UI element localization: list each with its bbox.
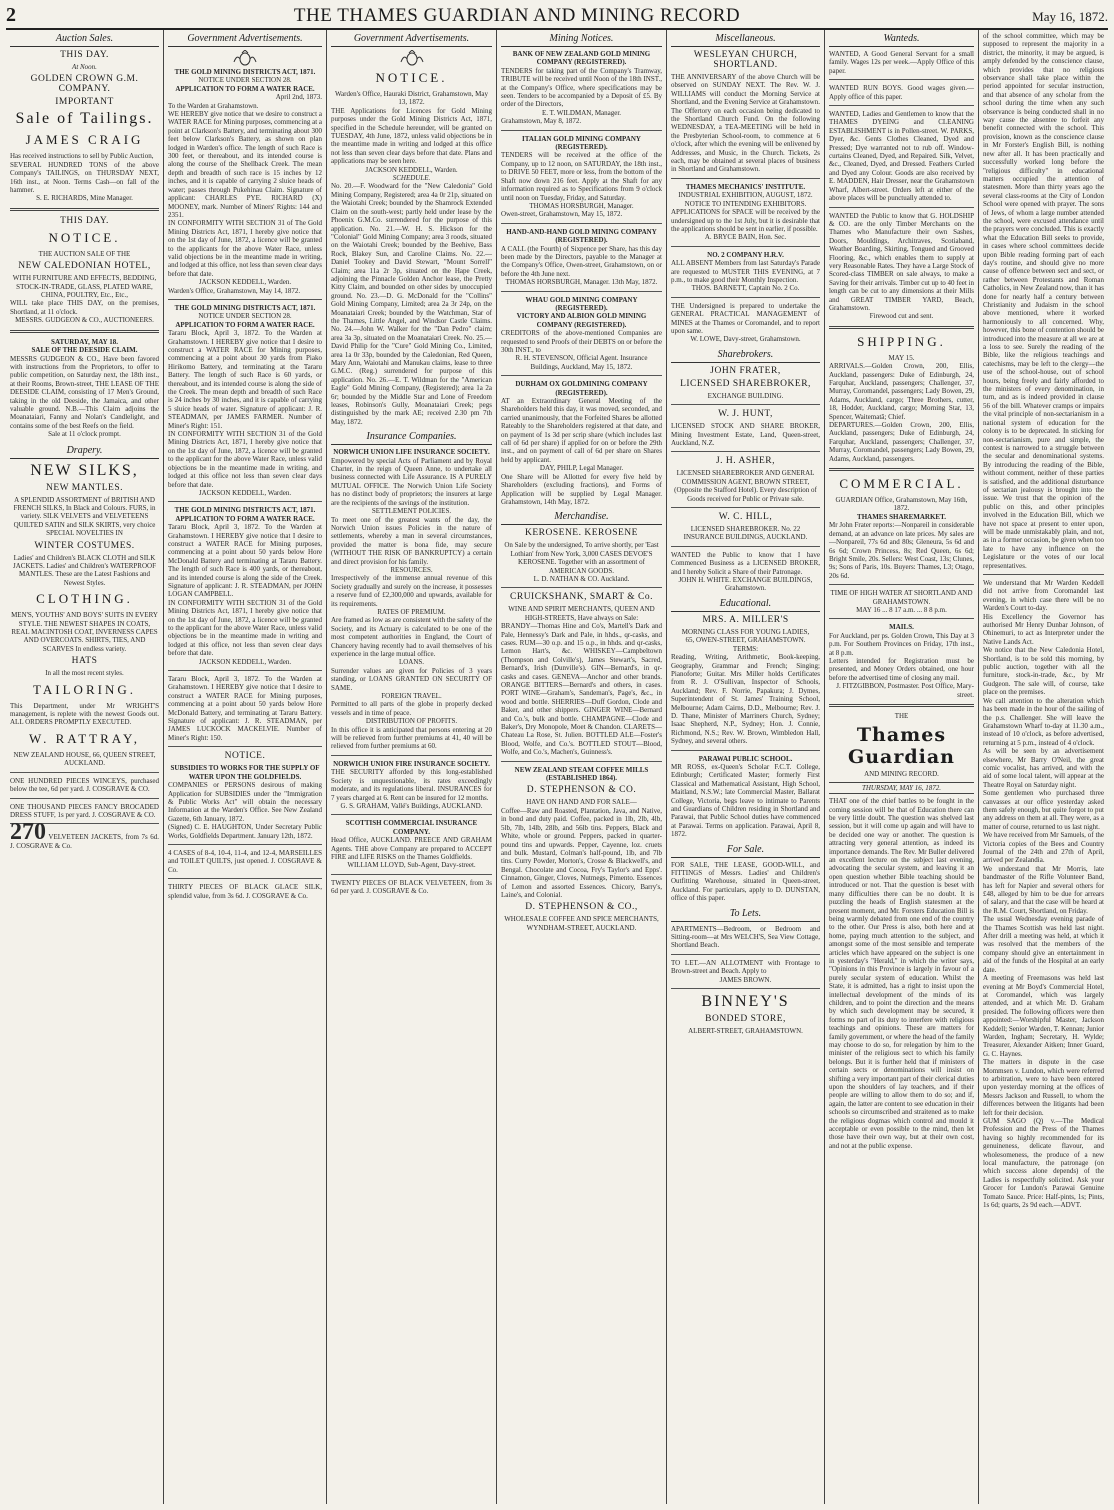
wanted-servant: WANTED, A Good General Servant for a small family. Wages 12s per week.—Apply Office of this paper. — [829, 50, 974, 75]
cruickshank-sub: WINE AND SPIRIT MERCHANTS, QUEEN AND HIGH-STREETS, Have always on Sale: — [508, 605, 655, 622]
deeside-body: MESSRS GUDGEON & CO., Have been favored with instructions from the Proprietors, to offer to public competition, on Saturday next, the 18th inst., at their Rooms, Brown-street, THE LEASE OF THE DEESIDE CLAIM, consisting of 17 Men's Ground, taking in the old Deeside, the Jamaica, and other valuable ground. N.B.—This Claim adjoins the Moanataiari, Fanny and Nolan's Candlelight, and contains some of the best Reefs on the field. — [10, 354, 159, 430]
horsburgh-signature-2: THOMAS HORSBURGH, Manager. 13th May, 1872. — [505, 278, 658, 287]
issue-date: May 16, 1872. — [1032, 9, 1108, 24]
important-heading: IMPORTANT — [55, 97, 114, 108]
chill-name: W. C. HILL, — [718, 512, 773, 523]
norwich-life-heading: NORWICH UNION LIFE INSURANCE SOCIETY. — [333, 448, 490, 457]
wildman-signature: E. T. WILDMAN, Manager. — [541, 108, 622, 117]
stevenson-signature: R. H. STEVENSON, Official Agent. Insurance Buildings, Auckland, May 15, 1872. — [515, 354, 648, 371]
wanted-holdship: WANTED the Public to know that G. HOLDSHIP & CO. are the only Timber Merchants on the Thames who Manufacture their own Sashes, Doors, Mouldings, Architraves, Scotiaband, Weather Boarding, Skirting, Tongued and Grooved Flooring, &c., which enables them to supply at very Reasonable Rates. They have a Large Stock of Scored-class TIMBER on sale always, to make a Saving for their arrivals. Timber cut up to 40 feet in length can be cut to any dimensions at their Mills and GREAT TIMBER YARD, Beach, Grahamstown. — [829, 211, 974, 312]
departures: DEPARTURES.—Golden Crown, 200, Ellis, Auckland, passengers; Duke of Edinburgh, 24, Farquhar, Auckland, passengers; Challenger, 37, Murray, Coromandel, passengers; Lady Bowen, 29, Adams, Auckland, passengers. — [829, 421, 974, 463]
durham-heading: DURHAM OX GOLDMINING COMPANY (REGISTERED). — [515, 380, 648, 397]
silks-body: A SPLENDID ASSORTMENT of BRITISH AND FRENCH SILKS, In Black and Colours. FURS, in variety. SILK VELVETS and VELVETEENS QUILTED SATIN and SILK SKIRTS, very choice — [13, 495, 156, 529]
royal-crest-icon — [398, 50, 426, 66]
local-news-11: The matters in dispute in the case Mommsen v. Lundon, which were referred to arbitration, were to have been entered upon yesterday morning at the offices of Messrs Jackson and Russell, to whom the differences between the litigants had been left for their decision. — [983, 1058, 1104, 1117]
wesleyan-heading: WESLEYAN CHURCH, SHORTLAND. — [693, 50, 798, 70]
haughton-signature: (Signed) C. E. HAUGHTON, Under Secretary Public Works, Goldfields Department. January 12th, 1872. — [168, 823, 322, 840]
section-insurance: Insurance Companies. — [331, 430, 492, 445]
foreign-body: Permitted to all parts of the globe in properly decked vessels and in time of peace. — [331, 700, 492, 717]
section-gov-ads-1: Government Advertisements. — [168, 32, 322, 47]
mechanics-heading: THAMES MECHANICS' INSTITUTE. — [685, 182, 806, 191]
have-on-hand: HAVE ON HAND AND FOR SALE— — [526, 798, 637, 807]
for-sale-body: FOR SALE, THE LEASE, GOOD-WILL, and FITTINGS of Messrs. Ladies' and Children's Outfitting Warehouse, situated in Queen-street, Auckland. For particulars, apply to D. DUNSTAN, office of this paper. — [671, 860, 820, 903]
mails-body: For Auckland, per ps. Golden Crown, This Day at 3 p.m. For Southern Provinces on Friday, 17th inst., at 8 p.m. — [829, 631, 974, 657]
column-5 — [667, 30, 825, 1504]
exhibitors-notice: NOTICE TO INTENDING EXHIBITORS. — [684, 199, 807, 208]
licence-notice-body: THE Applications for Licences for Gold Mining purposes under the Gold Mining Districts Act, 1871, specified in the Schedule hereunder, will be granted on TUESDAY, 4th June, 1872, unless valid objections be in the meantime made in writing and lodged at this office not less than seven clear days before that date. Plans and applications may be seen here. — [331, 106, 492, 166]
durham-body: AT an Extraordinary General Meeting of the Shareholders held this day, it was moved, seconded, and carried unanimously, that the Forfeited Shares be allotted Rateably to the Shareholders registered at that date, and on payment of 1s 3d per scrip share (which includes last call of 6d per share) if applied for on or before the 29th inst., and on payment of call of 6d per share on Shares held by applicant. — [501, 397, 662, 464]
column-6 — [825, 30, 979, 1504]
deeside-heading: SALE OF THE DEESIDE CLAIM. — [31, 346, 138, 355]
miller-heading: MRS. A. MILLER'S — [702, 614, 789, 625]
paper-title-the: THE — [894, 712, 909, 720]
schedule-heading: SCHEDULE. — [392, 174, 431, 183]
local-news-12: GUM SAGO (Q) v.—The Medical Profession and the Press of the Thames having so highly recommended for its genuineness, delicate flavour, and wholesomeness, the produce of a new local manufacture, the patronage (on which success alone depends) of the Ladies is respectfully solicited. Ask your Grocer for Lundon's Parawai Genuine Tomato Sauce. Price: Half-pints, 1s; Pints, 1s 6d; quarts, 2s 9d each.—ADVT. — [983, 1117, 1104, 1210]
tailings-body: SEVERAL HUNDRED TONS of the above Company's TAILINGS, on THURSDAY NEXT, 16th inst., at Noon. Terms Cash—on fall of the hammer. — [10, 160, 159, 195]
postmaster-signature: J. FITZGIBBON, Postmaster. Post Office, Mary-street. — [836, 682, 974, 699]
company-2-heading: NO. 2 COMPANY H.R.V. — [707, 250, 784, 259]
lowe-body: THE Undersigned is prepared to undertake the GENERAL PRACTICAL MANAGEMENT of MINES at the Thames or Coromandel, and to report upon same. — [671, 301, 820, 335]
page-number: 2 — [6, 4, 16, 26]
distribution-heading: DISTRIBUTION OF PROFITS. — [365, 717, 458, 726]
mechanics-body: APPLICATIONS for SPACE will be received by the undersigned up to the 1st July, but it is desirable that the applications should be sent in earlier, if possible. — [671, 208, 820, 233]
commercial-office: GUARDIAN Office, Grahamstown, May 16th, 1872. — [835, 496, 968, 513]
gold-mining-act-2: THE GOLD MINING DISTRICTS ACT, 1871. — [174, 303, 316, 312]
lloyd-signature: WILLIAM LLOYD, Sub-Agent, Davy-street. — [347, 861, 476, 870]
winter-body: Ladies' and Children's BLACK CLOTH and SILK JACKETS. Ladies' and Children's WATERPROOF MANTLES. These are the Latest Fashions and Newest Styles. — [13, 553, 156, 587]
auction-sale-of: THE AUCTION SALE OF THE — [38, 249, 131, 258]
local-news-7: We have received from Mr Samuels, of the Victoria copies of the Bees and Country Journal of the 24th and 27th of April, arrived per Zealandia. — [983, 831, 1104, 865]
editorial-body: THAT one of the chief battles to be fought in the coming session will be that of Education there can be very little doubt. The question was shelved last session, but it will come up again and will have to be decided one way or another. The question is attracting very general attention, as indeed its importance demands. The Rev. Mr Buller delivered an excellent lecture on the subject last evening, advocating the secular system, and leaving it an open question whether Bible teaching should be introduced or not. That the question is beset with many difficulties there can be no doubt. It is puzzling the heads of English statesmen at the present moment, and Mr. Forsters Education Bill is being warmly debated from one end of the country to the other. Our Press is also, both here and at home, paying much attention to the subject, and amongst some of the most sensible and temperate articles which have appeared on the subject is one in yesterday's "Herald," in which the writer says, "Opinions in this Province is largely in favour of a purely secular system of education. Whilst the State, it is admitted, has a right to insist upon the intellectual development of the minds of its children, and to point the direction and the means by which such development may be secured, it forms no part of its duty to interfere with religious teachings and opinions. These are matters for family government, or where the head of the family may choose to do so, for relegation by him to the minister of the religious sect to which his family belongs. But it is further held that if ministers of certain sects or denominations will insist on shifting a very important part of their clerical duties upon the shoulders of lay teachers, and if their people are willing to allow them to do so; and if, again, the latter are content to see education in their schools so circumscribed and straitened as to make the religious dogmas which control and mould it acceptable or even possible to the mind, then let those have their own way, but at their own cost, and not at the public expense. — [829, 797, 975, 1150]
special-novelties: SPECIAL NOVELTIES IN — [46, 529, 123, 538]
at-noon: At Noon. — [72, 63, 97, 71]
rates-body: Are framed as low as are consistent with the safety of the Society, and its Actuary is calculated to be one of the most competent authorities in England, the Court of Chancery having recently had to avail themselves of his experience in the large mutual office. — [331, 616, 492, 658]
conformity-2: IN CONFORMITY WITH SECTION 31 of the Gold Mining Districts Act, 1871, I hereby give notice that on the 1st day of June, 1872, a licence will be granted to the applicant for the above Water Race, unless valid objections be in the meantime made in writing, and lodged at this office not less than seven clear days before that date. — [168, 430, 322, 489]
tailoring-body: This Department, under Mr WRIGHT'S management, is replete with the newest Goods out. ALL ORDERS PROMPTLY EXECUTED. — [10, 701, 159, 727]
section-merchandise: Merchandise. — [501, 510, 662, 525]
local-news-3: We notice that the New Caledonia Hotel, Shortland, is to be sold this morning, by public auction, together with all the furniture, stock-in-trade, &c., by Mr Gudgeon. The sale will, of course, take place on the premises. — [983, 646, 1104, 697]
clothing-body: MEN'S, YOUTHS' AND BOYS' SUITS IN EVERY STYLE. THE NEWEST SHAPES IN COATS, REAL MACINTOSH COAT, INVERNESS CAPES AND OVERCOATS. SHIRTS, TIES, AND SCARVES In endless variety. — [11, 611, 158, 653]
sale-at: Sale at 11 o'clock prompt. — [48, 430, 121, 439]
chill-body: LICENSED SHAREBROKER. No. 22 INSURANCE BUILDINGS, AUCKLAND. — [683, 525, 808, 542]
application-water-race-2: APPLICATION TO FORM A WATER RACE. — [175, 320, 315, 329]
shipping-date: MAY 15. — [888, 353, 915, 362]
asher-body: LICENSED SHAREBROKER AND GENERAL COMMISSION AGENT, BROWN STREET, (Opposite the Stafford Hotel). Every description of Goods received for Public or Private sale. — [674, 469, 817, 503]
caledonian-hotel: NEW CALEDONIAN HOTEL, — [18, 261, 151, 272]
bain-signature: A. BRYCE BAIN, Hon. Sec. — [704, 233, 787, 242]
coffee-body: Coffee—Raw and Roasted, Plantation, Java, and Native, in bond and duty paid. Coffee, packed in 1lb, 2lb, 4lb, 5lb, 7lb, 14lb, 28lb, and 56lb tins. Peppers, Black and White, whole or ground. Peppers, packed in quarter-pound tins and upwards. Pepper, Cayenne, loz. cruets and bulk. Mustard, Colman's half-pound, 1lb, and 7lb tins. Curry Powder, Morton's, Crosse & Blackwell's, and Bengal. Chocolate and Cocoa, Fry's Taylor's and Epps'. Cinnamon, Ginger, Cloves, Nutmegs, Pimento. Essences of Lemon and assorted Essences. Chicory, Barry's, Laine's, and Colonial. — [501, 806, 662, 899]
resources-heading: RESOURCES. — [390, 565, 433, 574]
keddell-signature-2: JACKSON KEDDELL, Warden. — [198, 488, 292, 497]
owen-street-date: Owen-street, Grahamstown, May 15, 1872. — [501, 210, 623, 219]
notice-section-28: NOTICE UNDER SECTION 28. — [198, 76, 292, 85]
grahamstown-date: Grahamstown, May 8, 1872. — [501, 117, 582, 126]
subsidies-heading: SUBSIDIES TO WORKS FOR THE SUPPLY OF WATER UPON THE GOLDFIELDS. — [170, 764, 320, 781]
column-2 — [164, 30, 327, 1504]
gold-mining-act-1: THE GOLD MINING DISTRICTS ACT, 1871. — [174, 68, 316, 76]
new-silks-heading: NEW SILKS, — [30, 461, 139, 479]
settlement-body: To meet one of the greatest wants of the day, the Norwich Union issues Policies in the nature of settlements, whereby a man in several circumstances, provided the matter is bona fide, may secure (WITHOUT THE RISK OF BANKRUPTCY) a certain and direct provision for his family. — [331, 515, 492, 566]
hats-heading: HATS — [71, 656, 98, 667]
section-drapery: Drapery. — [10, 444, 159, 459]
kerosene-heading: KEROSENE. KEROSENE — [525, 528, 638, 539]
glace-silk-ad: THIRTY PIECES OF BLACK GLACE SILK, splendid value, from 3s 6d. J. COSGRAVE & Co. — [168, 883, 322, 900]
letters-note: Letters intended for Registration must be presented, and Money Orders obtained, one hour before the advertised time of closing any mail. — [829, 656, 974, 682]
clothing-heading: CLOTHING. — [36, 591, 133, 607]
miller-body: Reading, Writing, Arithmetic, Book-keeping, Geography, Grammar and French; Singing; Pianoforte; Guitar. Mrs Miller holds Certificates from R. J. O'Sullivan, Inspector of Schools, Auckland; Rev. F. Norrie, Papakura; J. Dymes, Superintendent of St. James' Training School, Melbourne; Adam Cairns, D.D., Melbourne; Rev. J. D. Thane, Minister of Marriners Church, Sydney; Isaac Shepherd, N.P., Sydney; Hon. J. Connie, Richmond, N.S.; Rev. W. Brown, Wimbledon Hall, Sydney, and several others. — [671, 653, 820, 746]
victory-heading: VICTORY AND ALBION GOLD MINING COMPANY (REGISTERED). — [516, 312, 647, 329]
stephenson-name: D. STEPHENSON & CO. — [526, 785, 637, 796]
notice-heading-col3: NOTICE. — [375, 70, 448, 85]
mails-heading: MAILS. — [889, 623, 914, 632]
arrivals: ARRIVALS.—Golden Crown, 200, Ellis, Auckland, passengers: Duke of Edinburgh, 24, Farquhar, Auckland, passengers; Challenger, 37, Murray, Coromandel, passengers; Lady Bowen, 29, Adams, Auckland, cargo; Three Brothers, cutter, 18, Hodder, Auckland, cargo; Morning Star, 13, Spencer, Waitematā; Chief. — [829, 362, 974, 421]
miller-class: MORNING CLASS FOR YOUNG LADIES, — [681, 627, 810, 636]
white-signature: JOHN H. WHITE. EXCHANGE BUILDINGS, Grahamstown. — [678, 576, 813, 593]
keddell-signature-col3: JACKSON KEDDELL, Warden. — [365, 165, 458, 174]
keddell-signature-3: JACKSON KEDDELL, Warden. — [198, 657, 292, 666]
column-3 — [327, 30, 497, 1504]
application-water-race: APPLICATION TO FORM A WATER RACE. — [175, 84, 315, 93]
hand-in-hand-heading: HAND-AND-HAND GOLD MINING COMPANY (REGISTERED). — [506, 227, 657, 245]
coffee-mills-heading: NEW ZEALAND STEAM COFFEE MILLS (ESTABLISHED 1864). — [514, 765, 649, 783]
editorial-continued: of the school committee, which may be supposed to represent the majority in a district, the minority, it may be argued, is amply defended by the conscience clause, which provides that no religious observance shall take place within the period appointed for secular instruction, and that absence of any scholar from the school during the time when any such observance is being conducted shall in no way cause the absentee to forfeit any benefit connected with the school. This provision, known as the conscience clause in Mr Forster's English Bill, is nothing new after all. It has been practically and successfully worked long before the "religious difficulty" in educational matters occupied the attention of statesmen. More than thirty years ago the several class-rooms at the City of London School were opened with prayer. The sons of Jews, of whom a large number attended the school, were excused attendance until the prayers were concluded. This is exactly what the Education Bill seeks to provide, in cases where school committees decide upon Bible reading forming part of each day's routine, and should give no more cause of offence between sect and sect, or rather between Protestants and Roman Catholics, in New Zealand now, than it has done for nearly half a century between Christianity and Judaism in the school above mentioned, where it worked harmoniously to all concerned. Why, however, this bone of contention should be introduced into the measure at all we are at a loss to see. Surely the reading of the Bible, like the religious teachings and catechisms, may be left to the clergy—the use of the school-house, out of school hours, being freely and fairly afforded to the ministers of every denomination, in turn, and as is indeed provided in clause 56 of the bill. Whatever cramps or impairs the vital principle of non-sectarianism in a national system of education for the colony is to be deprecated. In sticking for non-sectarianism, pure and simple, the contest is narrowed to a struggle between the secular and denominational systems. By introducing the reading of the Bible, without comment, neither of these parties is satisfied, and the additional disturbance of sectarian jealousy is brought into the issue. We trust that the opinion of the public on this, and other principles involved in the Education Bill, which we have not space at present to enter upon, will be made unmistakably plain, and not, as in a former occasion, be given when too late to have any influence on the Legislature or the votes of our local representatives. — [983, 32, 1104, 570]
paper-name: THE THAMES GUARDIAN AND MINING RECORD — [293, 5, 741, 26]
gold-mining-act-3: THE GOLD MINING DISTRICTS ACT, 1871. — [174, 506, 316, 515]
durham-body-2: One Share will be Allotted for every five held by Shareholders (excluding fractions), and Forms of Application will be supplied by Legal Manager. Grahamstown, 14th May, 1872. — [501, 472, 662, 506]
subsidies-body: COMPANIES or PERSONS desirous of making Application for SUBSIDIES under the "Immigration & Public Works Act" will obtain the necessary Information at the Warden's Office. See New Zealand Gazette, 6th January, 1872. — [168, 781, 322, 823]
application-water-race-3: APPLICATION TO FORM A WATER RACE. — [175, 514, 315, 523]
stephenson-name-2: D. STEPHENSON & CO., — [525, 902, 638, 913]
notice-heading: NOTICE. — [48, 229, 121, 245]
new-mantles-heading: NEW MANTLES. — [45, 482, 124, 493]
conformity-3: IN CONFORMITY WITH SECTION 31 of the Gold Mining Districts Act, 1871, I hereby give notice that on the 1st day of June, 1872, a licence will be granted to the applicant for the above Water Race, unless valid objections be in the meantime made in writing and lodged at this office, not less than seven clear days before that date. — [168, 598, 322, 658]
section-mining-notices: Mining Notices. — [501, 32, 662, 47]
norwich-fire-heading: NORWICH UNION FIRE INSURANCE SOCIETY. — [333, 759, 490, 768]
water-race-body-4: Tararu Block, April 3, 1872. To the Warden at Grahamstown. I HEREBY give notice that I desire to construct a WATER RACE for Mining purposes, commencing at a point about 50 yards below Hore McDonald Battery, and terminating at Tararu Battery. Signature of applicant: J. R. STEADMAN, per JAMES LUCKOCK MACKELVIE. Number of Miner's Right: 150. — [168, 675, 322, 742]
jackets-count: 270 — [10, 819, 46, 846]
section-educational: Educational. — [671, 597, 820, 612]
bank-nz-body: TENDERS for taking part of the Company's Tramway, TRIBUTE will be received until Noon of the 18th INST., at the Company's Office, where specifications may be seen. Tenders to be accompanied by a Deposit of £5. By order of the Directors, — [501, 66, 662, 109]
frater-title: LICENSED SHAREBROKER, — [680, 378, 811, 389]
james-craig: JAMES CRAIG — [25, 132, 144, 148]
rattray-address: NEW ZEALAND HOUSE, 66, QUEEN STREET, AUCKLAND. — [13, 750, 156, 768]
wesleyan-body: THE ANNIVERSARY of the above Church will be observed on SUNDAY NEXT. The Rev. W. J. WILLIAMS will conduct the Morning Service at Shortland, and the Evening Service at Grahamstown. The Offertory on each occasion being dedicated to the Shortland Church Fund. On the following WEDNESDAY, a TEA-MEETING will be held in the Presbyterian School-room, to commence at 6 o'clock, after which the evening will be enlivened by Addresses, and Music, in the Church. Tickets, 2s each, may be obtained at several places of business in Shortland and Grahamstown. — [671, 73, 820, 174]
this-day-heading-2: THIS DAY. — [60, 215, 109, 226]
wanted-run-boys: WANTED RUN BOYS. Good wages given.—Apply office of this paper. — [829, 84, 974, 101]
section-miscellaneous: Miscellaneous. — [671, 32, 820, 47]
norwich-life-body: Empowered by special Acts of Parliament and by Royal Charter, in the reign of Queen Anne, to undertake all business connected with Life Assurance. IS A PURELY MUTUAL OFFICE. The Norwich Union Life Society has no distinct body of proprietors; the insurers at large are the recipients of the savings of the institution. — [331, 456, 492, 507]
water-race-body-1: WE HEREBY give notice that we desire to construct a WATER RACE for Mining purposes, commencing at a point at Clarkson's Battery, and terminating about 300 feet below Clarkson's Battery, as shown on plan lodged in Warden's office. The length of such Race is 300 feet, or thereabout, and its intended course is along the course of the Shellback Creek. The mean depth and breadth of such race is 15 inches by 12 inches, and it is capable of carrying 2 sluice heads of water; passes through Pukehinau Claim. Signature of applicant: CHARLES PYE. RICHARD (X) MOONEY, mark. Number of Miners' Rights: 144 and 2351. — [168, 110, 322, 219]
philp-signature: DAY, PHILP, Legal Manager. — [539, 464, 624, 473]
local-news-1: We understand that Mr Warden Keddell did not arrive from Coromandel last evening, in which case there will be no Warden's Court to-day. — [983, 579, 1104, 613]
albert-street: ALBERT-STREET, GRAHAMSTOWN. — [688, 1027, 803, 1036]
whau-heading: WHAU GOLD MINING COMPANY (REGISTERED). — [525, 295, 638, 312]
will-take-place: WILL take place THIS DAY, on the premises, Shortland, at 11 o'clock. — [10, 299, 159, 316]
column-7 — [979, 30, 1108, 1504]
black-velvet-ad: TWENTY PIECES OF BLACK VELVETEEN, from 3s 6d per yard. J. COSGRAVE & Co. — [331, 878, 492, 896]
hand-in-hand-body: A CALL (the Fourth) of Sixpence per Share, has this day been made by the Directors, payable to the Manager at the Company's Office, Owen-street, Grahamstown, on or before the 4th June next. — [501, 244, 662, 278]
wanted-dyeing: WANTED, Ladies and Gentlemen to know that the THAMES DYEING and CLEANING ESTABLISHMENT is in Pollen-street. W. PARKS, Dyer, &c. Gents Clothes Cleaned, Dyed and Pressed; Dye warranted not to rub off. Window-curtains Cleaned, Dyed, and Repaired. Silk, Velvet, &c., Cleaned, Dyed, and Dressed. Feathers Curled and Dyed any Colour. Goods are also received by E. MADDEN, Hair Dresser, near the Grahamstown Wharf, Albert-street. Orders left at either of the above places will be punctually attended to. — [829, 110, 974, 203]
columns — [6, 30, 1108, 1504]
richards-signature: S. E. RICHARDS, Mine Manager. — [36, 194, 133, 203]
apartments-ad: APARTMENTS—Bedroom, or Bedroom and Sitting-room—at Mrs WELCH'S, Sea View Cottage, Shortland Beach. — [671, 924, 820, 950]
nathan-signature: L. D. NATHAN & CO. Auckland. — [533, 574, 630, 583]
warden-office-date: Warden's Office, Hauraki District, Grahamstown, May 13, 1872. — [335, 90, 488, 107]
section-to-lets: To Lets. — [671, 907, 820, 922]
horsburgh-signature: THOMAS HORSBURGH, Manager. — [529, 201, 634, 210]
cruickshank-body: BRANDY—Thomas Hine and Co's, Martell's Dark and Pale, Hennessy's Dark and Pale, in hhds., qr-casks, and cases. RUM—30 o.p. and 15 o.p., in hhds. and qr-casks, Lemon Hart's, &c. WHISKEY—Campbeltown (Thompson and Colville's), James Stewart's, Sacred, Bernard's, Irish (Dunville's). GIN—Bernard's, in qr-casks and cases. GENEVA—Anchor and other brands. ORANGE BITTERS—Bernard's and others, in cases. PORT WINE—Graham's, Sandeman's, Page's, &c., in wood and bottle. SHERRIES—Duff Gordon, Clode and Baker, and other shippers. GINGER WINE—Bernard and Co.'s, bulk and bottle. CHAMPAGNE—Clode and Baker's, Dry Monopole, Moet & Chandon. CLARETS—Chateau La Rose, St. Julien. BOTTLED ALE—Foster's Blood, Wolfe, and Co.'s. BOTTLED STOUT—Blood, Wolfe, and Co.'s, Machen's, Guinness's. — [501, 622, 662, 757]
rattray-name: W. RATTRAY, — [29, 730, 140, 746]
application-date: April 2nd, 1873. — [275, 93, 322, 102]
graham-signature: G. S. GRAHAM, Vallé's Buildings, AUCKLAND. — [340, 801, 483, 810]
loans-heading: LOANS. — [398, 658, 425, 667]
local-news-9: The usual Wednesday evening parade of the Thames Scottish was held last night. After drill a meeting was held, at which it was resolved that the members of the company should give an entertainment in aid of the funds of the Hospital at an early date. — [983, 915, 1104, 974]
scottish-heading: SCOTTISH COMMERCIAL INSURANCE COMPANY. — [345, 819, 478, 836]
this-day-heading: THIS DAY. — [60, 50, 109, 60]
section-auction-sales: Auction Sales. — [10, 32, 159, 47]
saturday-heading: SATURDAY, MAY 18. — [51, 337, 118, 346]
paper-date-line: THURSDAY, MAY 16, 1872. — [829, 782, 974, 794]
furniture-list: WITH FURNITURE AND EFFECTS, BEDDING, STOCK-IN-TRADE, GLASS, PLATED WARE, CHINA, POULTRY, Etc., Etc., — [12, 274, 157, 300]
jackets-text: VELVETEEN JACKETS, from 7s 6d. J. COSGRAVE & Co. — [10, 833, 159, 850]
water-race-body-2: Tararu Block, April 3, 1872. To the Warden at Grahamstown. I HEREBY give notice that I desire to construct a WATER RACE for Mining purposes, commencing at a point about 30 yards from Piako Hirikomo Battery, and terminating at the Tararu Battery. The length of such Race is 60 yards, or thereabout, and its intended course is along the side of the Creek. The mean depth and breadth of such Race is 24 inches by 30 inches, and it is capable of carrying 5 sluice heads of water. Signature of applicant: J. R. STEADMAN, per JAMES FARMER. Number of Miner's Right: 151. — [168, 329, 322, 430]
conformity-1: IN CONFORMITY WITH SECTION 31 of The Gold Mining Districts Act, 1871, I hereby give notice that on the 1st day of June, 1872, a licence will be granted to the applicants for the above Water Race, unless valid objections be in the meantime made in writing, and lodged at this office, not less than seven clear days before that date. — [168, 219, 322, 278]
velveteen-jackets-ad — [10, 819, 159, 850]
local-news-4: We call attention to the alteration which has been made in the hour of the sailing of the p.s. Challenger. She will leave the Grahamstown Wharf to-day at 11.30 a.m., instead of 10 o'clock, as before advertised, returning at 5 p.m., instead of 4 o'clock. — [983, 696, 1104, 747]
sale-of-tailings-heading: Sale of Tailings. — [15, 110, 154, 128]
firewood-note: Firewood cut and sent. — [869, 312, 934, 321]
exhibition-heading: INDUSTRIAL EXHIBITION, AUGUST, 1872. — [678, 191, 813, 200]
sharemarket-body: Mr John Frater reports:—Nonpareil in considerable demand, at an advance on late prices. My sales are—Nonpareil, 77s 6d and 80s; Gleneura, 5s 6d and 6s 6d; Crown Princess, 8s; Red Queen, 6s 6d; Bright Smile, 20s. Sellers: West Coast, 13s; Clunes, 9s; Sons of Paris, 10s. Buyers: Thames, L3; Otago, 20s 6d. — [829, 521, 974, 580]
distribution-body: In this office it is anticipated that persons entering at 20 will be relieved from further premiums at 41, 40 will be relieved from further premiums at 60. — [331, 725, 492, 751]
parawai-body: MR ROSS, ex-Queen's Scholar F.C.T. College, Edinburgh; Certificated Master; formerly First Classical and Mathematical Assistant, High School, Maitland, N.S.W.; late Commercial Master, Ballarat College, Victoria, begs leave to intimate to Parents and Guardians of Children residing in Shortland and Parawai, that Public School duties have commenced at Parawai. Terms on application. Parawai, April 8, 1872. — [671, 762, 820, 839]
loans-body: Surrender values are given for Policies of 3 years standing, or LOANS GRANTED ON SECURITY OF SAME. — [331, 666, 492, 692]
kerosene-body: On Sale by the undersigned, To arrive shortly, per 'East Lothian' from New York, 3,000 CASES DEVOE'S KEROSENE. Together with an assortment of AMERICAN GOODS. — [504, 541, 659, 575]
local-news-10: A meeting of Freemasons was held last evening at Mr Boyd's Commercial Hotel, at Coromandel, which was largely attended, and at which Mr. D. Graham presided. The following officers were then appointed:—Worshipful Master, Jackson Keddell; Senior Warden, T. Kennan; Junior Warden, Ingham; Secretary, H. Wylde; Treasurer, Alexander Aitken; Inner Guard, G. C. Haynes. — [983, 974, 1104, 1058]
brocaded-ad: ONE THOUSAND PIECES FANCY BROCADED DRESS STUFF, 1s per yard. J. COSGRAVE & CO. — [10, 802, 159, 819]
local-news-8: We understand that Mr Morris, late bandmaster of the Rifle Volunteer Band, has left for Napier and several others for £48, alleged by him to be due for arrears of salary, and that the case will be heard at the R.M. Court, Shortland, on Friday. — [983, 864, 1104, 915]
bonded-store: BONDED STORE, — [705, 1014, 786, 1025]
gudgeon-auctioneers: MESSRS. GUDGEON & CO., AUCTIONEERS. — [15, 316, 154, 325]
hats-body: In all the most recent styles. — [45, 669, 124, 678]
lowe-signature: W. LOWE, Davy-street, Grahamstown. — [690, 335, 801, 344]
scottish-body: Head Office, AUCKLAND. PREECE AND GRAHAM Agents. THE above Company are prepared to ACCEPT FIRE and LIFE RISKS on the Thames Goldfields. — [331, 836, 492, 861]
paper-title-main: Thames Guardian — [848, 724, 955, 769]
section-wanteds: Wanteds. — [829, 32, 974, 47]
norwich-fire-body: THE SECURITY afforded by this long-established Society is unquestionable, its rates exceedingly moderate, and its regulations liberal. INSURANCES for 7 years charged at 6. Rent can be insured for 12 months. — [331, 768, 492, 802]
italian-heading: ITALIAN GOLD MINING COMPANY (REGISTERED). — [522, 134, 641, 152]
golden-crown-title: GOLDEN CROWN G.M. COMPANY. — [30, 74, 139, 95]
hunt-body: LICENSED STOCK AND SHARE BROKER, Mining Investment Estate, Land, Queen-street, Auckland, N.Z. — [671, 422, 820, 447]
frater-name: JOHN FRATER, — [710, 365, 781, 376]
keddell-signature: JACKSON KEDDELL, Warden. — [198, 278, 292, 287]
marseilles-ad: 4 CASES of 8-4, 10-4, 11-4, and 12-4, MARSEILLES and TOILET QUILTS, just opened. J. COSGRAVE & Co. — [168, 848, 322, 874]
winter-costumes: WINTER COSTUMES. — [34, 540, 135, 551]
wholesale-merchants: WHOLESALE COFFEE AND SPICE MERCHANTS, WYNDHAM-STREET, AUCKLAND. — [504, 915, 659, 932]
cruickshank-heading: CRUICKSHANK, SMART & Co. — [510, 592, 653, 603]
column-4 — [497, 30, 667, 1504]
resources-body: Irrespectively of the immense annual revenue of this Society gradually and surely on the increase, it possesses a reserve fund of £2,300,000 and upwards, available for its requirements. — [331, 574, 492, 608]
section-sharebrokers: Sharebrokers. — [671, 348, 820, 363]
water-race-body-3: Tararu Block, April 3, 1872. To the Warden at Grahamstown. I HEREBY give notice that I desire to construct a WATER RACE for Mining purposes, commencing at a point about 50 yards below Hore McDonald Battery and terminating at Tararu Battery. The length of such Race is 400 yards, or thereabout, and its intended course is along the side of the Creek. Signature of applicant: J. R. STEADMAN, per JOHN LOGAN CAMPBELL. — [168, 523, 322, 599]
shipping-heading: SHIPPING. — [857, 333, 946, 349]
local-news-5: As will be seen by an advertisement elsewhere, Mr Barry O'Neil, the great comic vocalist, has arrived, and with the aid of some local talent, will appear at the Theatre Royal on Saturday night. — [983, 747, 1104, 789]
bank-nz-heading: BANK OF NEW ZEALAND GOLD MINING COMPANY (REGISTERED). — [512, 50, 651, 67]
tide-row: MAY 16 ... 8 17 a.m. ... 8 8 p.m. — [856, 605, 947, 614]
james-craig-body: Has received instructions to sell by Public Auction, — [10, 152, 154, 161]
tide-heading: TIME OF HIGH WATER AT SHORTLAND AND GRAHAMSTOWN. — [830, 589, 973, 606]
winceys-ad: ONE HUNDRED PIECES WINCEYS, purchased below the tee, 6d per yard. J. COSGRAVE & CO. — [10, 776, 159, 794]
brown-signature: JAMES BROWN. — [719, 975, 772, 984]
sharemarket-heading: THAMES SHAREMARKET. — [857, 512, 946, 521]
masthead — [6, 4, 1108, 30]
white-body: WANTED the Public to know that I have Commenced Business as a LICENSED BROKER, and I hereby Solicit a Share of their Patronage. — [671, 550, 820, 576]
paper-title-sub: AND MINING RECORD. — [864, 770, 939, 779]
schedule-body: No. 20.—F. Woodward for the "New Caledonia" Gold Mining Company, Registered; area 4a 0r 21p, situated on the Waiotahi Creek; bounded by the Shamrock Extended Claim on the south-west; partly held under lease by the Phoenix G.M.Co. surrendered for the purpose of this application. No. 21.—W. H. S. Hickson for the "Colonial" Gold Mining Company; area 3 roods, situated on the Waiotahi Creek; bounded by the Beehive, Bass Rock, Blakey Sun, and Caroline Claims. No. 22.—Daniel Tookey and David Stewart, "Mount Sorrell" Claim; area 11a 2r 3p, situated on the Hape Creek, adjoining the Pinnacle Golden Anchor lease, the Pretty Kitty Claim, and bounded on other sides by unoccupied ground. No. 23.—D. G. McDonald for the "Collins" Gold Mining Company, Limited; area 2a 3r 24p, on the Moanataiari Creek; bounded by the Watchman, Star of the Thames, Little Angel, and Windsor Castle Claims. No. 24.—John W. Walker for the "Dan Pedro" claim; area 3a 3p, situated on the Moanataiari Creek. No. 25.—David Philip for the "Cure" Gold Mining Co., Limited, area 1a 0r 33p, bounded by the Caledonian, Red Queen, Mary Ann, Waiotahi and Manukau claims, lease to three G.M.C. (Reg.) surrendered for purpose of this application. No. 26.—E. T. Wildman for the "American Eagle" Gold Mining Company, (Registered); area 1a 2a 6r; bounded by the Middle Star and Lone of Freedom leases, Robinson's Gully, Moanataiari Creek; pegs distinguished by the mark AE; received 2.30 pm 7th May, 1872. — [331, 182, 492, 426]
tailoring-heading: TAILORING. — [33, 681, 136, 697]
local-news-2: His Excellency the Governor has authorised Mr Henry Dunbar Johnson, of Ohinemuri, to act as Interpreter under the Native Lands Act. — [983, 612, 1104, 646]
notice-section-28-b: NOTICE UNDER SECTION 28. — [198, 312, 292, 321]
notice-subsidies: NOTICE. — [224, 751, 266, 762]
section-gov-ads-2: Government Advertisements. — [331, 32, 492, 47]
frater-address: EXCHANGE BUILDING. — [707, 391, 784, 400]
commercial-heading: COMMERCIAL. — [839, 476, 964, 492]
victory-body: CREDITORS of the above-mentioned Companies are requested to send Proofs of their DEBTS on or before the 30th INST., to — [501, 329, 662, 354]
miller-address: 65, OWEN-STREET, GRAHAMSTOWN. — [685, 636, 806, 645]
column-1 — [6, 30, 164, 1504]
italian-body: TENDERS will be received at the office of the Company, up to 12 noon, on SATURDAY, the 18th inst., to DRIVE 50 FEET, more or less, from the bottom of the Shaft now down 216 feet. Apply at the Shaft for any information required as to Specifications from 9 o'clock until noon on Tuesday, Friday, and Saturday. — [501, 151, 662, 202]
binney-heading: BINNEY'S — [701, 993, 790, 1011]
barnett-signature: THOS. BARNETT, Captain No. 2 Co. — [691, 284, 800, 293]
company-2-body: ALL ABSENT Members from last Saturday's Parade are requested to MUSTER THIS EVENING, at 7 p.m., to make good their Monthly Inspection. — [671, 259, 820, 284]
wardens-office: Warden's Office, Grahamstown, May 14, 1872. — [168, 286, 301, 295]
foreign-heading: FOREIGN TRAVEL. — [381, 692, 442, 701]
rates-heading: RATES OF PREMIUM. — [377, 607, 446, 616]
asher-name: J. H. ASHER, — [715, 456, 776, 467]
settlement-heading: SETTLEMENT POLICIES. — [371, 507, 452, 516]
parawai-heading: PARAWAI PUBLIC SCHOOL. — [698, 754, 793, 763]
royal-crest-icon — [231, 50, 259, 66]
local-news-6: Some gentlemen who purchased three canvasses at our office yesterday asked them safely enough, but quite forgot to put any address on them at all. They were, as a matter of course, returned to us last night. — [983, 789, 1104, 831]
terms-heading: TERMS: — [732, 644, 759, 653]
to-warden: To the Warden at Grahamstown. — [168, 101, 259, 110]
hunt-name: W. J. HUNT, — [718, 409, 773, 420]
section-for-sale: For Sale. — [671, 843, 820, 858]
allotment-ad: TO LET.—AN ALLOTMENT with Frontage to Brown-street and Beach. Apply to — [671, 958, 820, 976]
